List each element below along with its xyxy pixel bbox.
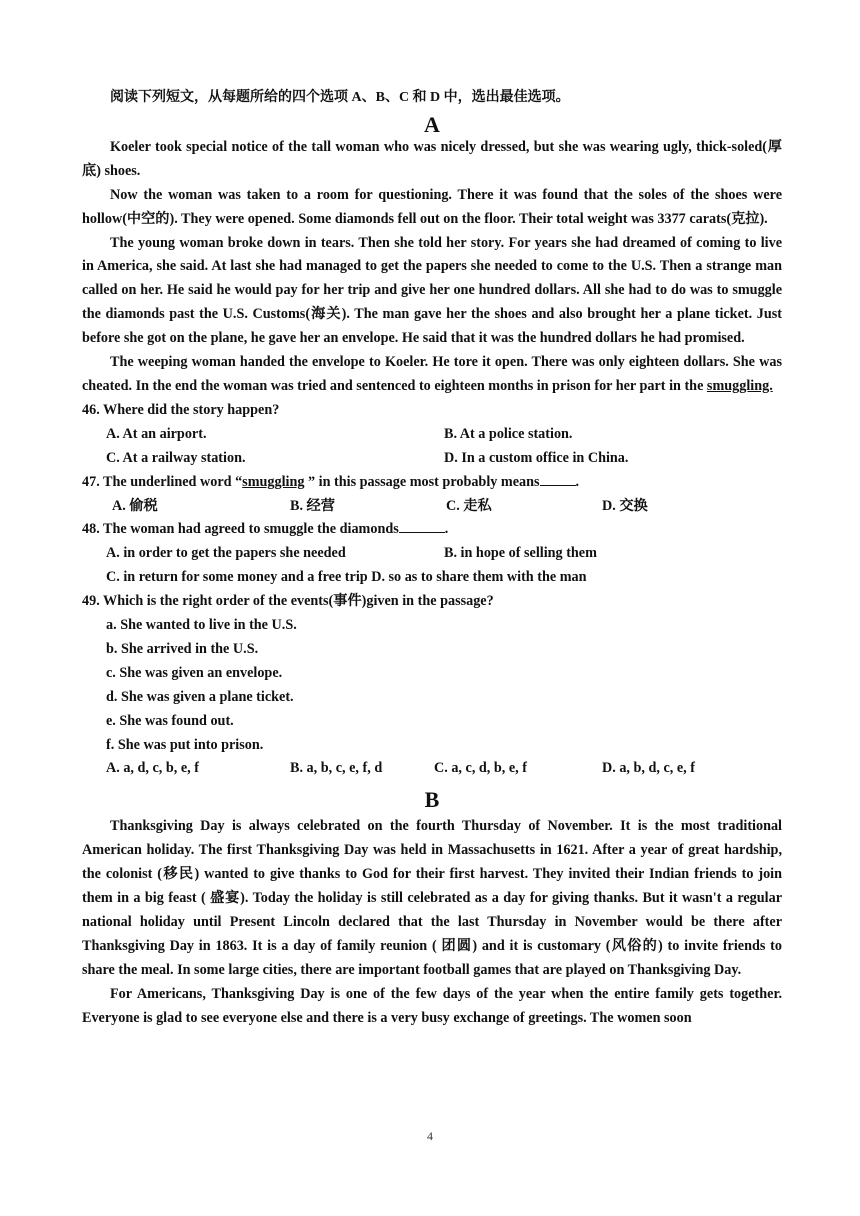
question-47-options: [82, 495, 782, 519]
option-a: A. At an airport.: [106, 425, 207, 442]
paragraph-text: The weeping woman handed the envelope to Koeler. He tore it open. There was only eighteen dollars. She was cheated. In the end the woman was tried and sentenced to eighteen months in prison for her part in the: [82, 354, 782, 394]
question-46-options-row-1: [82, 423, 782, 447]
section-b-title: B: [424, 787, 440, 813]
underlined-word: smuggling: [242, 473, 305, 490]
option-c: C. At a railway station.: [106, 449, 246, 466]
underlined-word: smuggling.: [706, 377, 773, 394]
event-b: b. She arrived in the U.S.: [106, 640, 259, 657]
event-a: a. She wanted to live in the U.S.: [106, 617, 297, 634]
option-c: C. 走私: [446, 497, 492, 514]
instruction-text: 阅读下列短文，从每题所给的四个选项 A、B、C 和 D 中，选出最佳选项。: [110, 90, 570, 105]
page-number: 4: [427, 1129, 433, 1143]
option-b: B. At a police station.: [444, 425, 573, 442]
option-b: B. in hope of selling them: [444, 545, 597, 562]
passage-a-paragraph-2: Now the woman was taken to a room for questioning. There it was found that the soles of the shoes were hollow(中空的). They were opened. Some diamonds fell out on the floor. Their total weight was 3377 carats(克拉).: [82, 186, 782, 227]
passage-b-paragraph-2: For Americans, Thanksgiving Day is one of the few days of the year when the entire family gets together. Everyone is glad to see everyone else and there is a very busy exchange of greetings. The women soon: [82, 985, 782, 1026]
question-47-stem: 47. The underlined word “smuggling ” in this passage most probably means .: [82, 471, 782, 495]
event-e: e. She was found out.: [106, 712, 234, 729]
passage-b-paragraph-1: Thanksgiving Day is always celebrated on the fourth Thursday of November. It is the most traditional American holiday. The first Thanksgiving Day was held in Massachusetts in 1621. After a year of great hardship, the colonist (移民) wanted to give thanks to God for their first harvest. They invited their Indian friends to join them in a big feast ( 盛宴). Today the holiday is still celebrated as a day for giving thanks. But it wasn't a regular national holiday until Present Lincoln declared that the last Thursday in November would be there after Thanksgiving Day in 1863. It is a day of family reunion ( 团圆) and it is customary (风俗的) to invite friends to share the meal. In some large cities, there are important football games that are played on Thanksgiving Day.: [82, 818, 782, 978]
passage-a-paragraph-1: Koeler took special notice of the tall woman who was nicely dressed, but she was wearing ugly, thick-soled(厚底) shoes.: [82, 138, 782, 179]
option-a: A. a, d, c, b, e, f: [106, 760, 200, 777]
question-48-stem: 48. The woman had agreed to smuggle the diamonds .: [82, 518, 782, 542]
option-d: D. In a custom office in China.: [444, 449, 629, 466]
event-c: c. She was given an envelope.: [106, 664, 283, 681]
option-c: C. a, c, d, b, e, f: [434, 760, 528, 777]
document-page: [82, 86, 782, 1031]
option-a: A. 偷税: [112, 497, 158, 514]
answer-blank: [540, 471, 576, 486]
event-f: f. She was put into prison.: [106, 736, 264, 753]
question-49-options: [82, 757, 782, 781]
option-a: A. in order to get the papers she needed: [106, 545, 346, 562]
question-46-stem: 46. Where did the story happen?: [82, 401, 280, 418]
event-d: d. She was given a plane ticket.: [106, 688, 294, 705]
question-48-options-row-2: C. in return for some money and a free trip D. so as to share them with the man: [106, 569, 587, 586]
question-46-options-row-2: [82, 447, 782, 471]
section-a-title: A: [424, 111, 440, 137]
passage-a-paragraph-4: [82, 351, 782, 399]
option-b: B. a, b, c, e, f, d: [290, 760, 383, 777]
question-48-options-row-1: [82, 542, 782, 566]
option-b: B. 经营: [290, 497, 335, 514]
option-d: D. 交换: [602, 497, 648, 514]
passage-a-paragraph-3: The young woman broke down in tears. Then she told her story. For years she had dreamed of coming to live in America, she said. At last she had managed to get the papers she needed to come to the U.S. Then a strange man called on her. He said he would pay for her trip and give her one hundred dollars. All she had to do was to smuggle the diamonds past the U.S. Customs(海关). The man gave her the shoes and also brought her a plane ticket. Just before she got on the plane, he gave her an envelope. He said that it was the hundred dollars he had promised.: [82, 234, 782, 347]
question-49-stem: 49. Which is the right order of the events(事件)given in the passage?: [82, 593, 494, 610]
option-d: D. a, b, d, c, e, f: [602, 760, 696, 777]
answer-blank: [399, 518, 445, 533]
